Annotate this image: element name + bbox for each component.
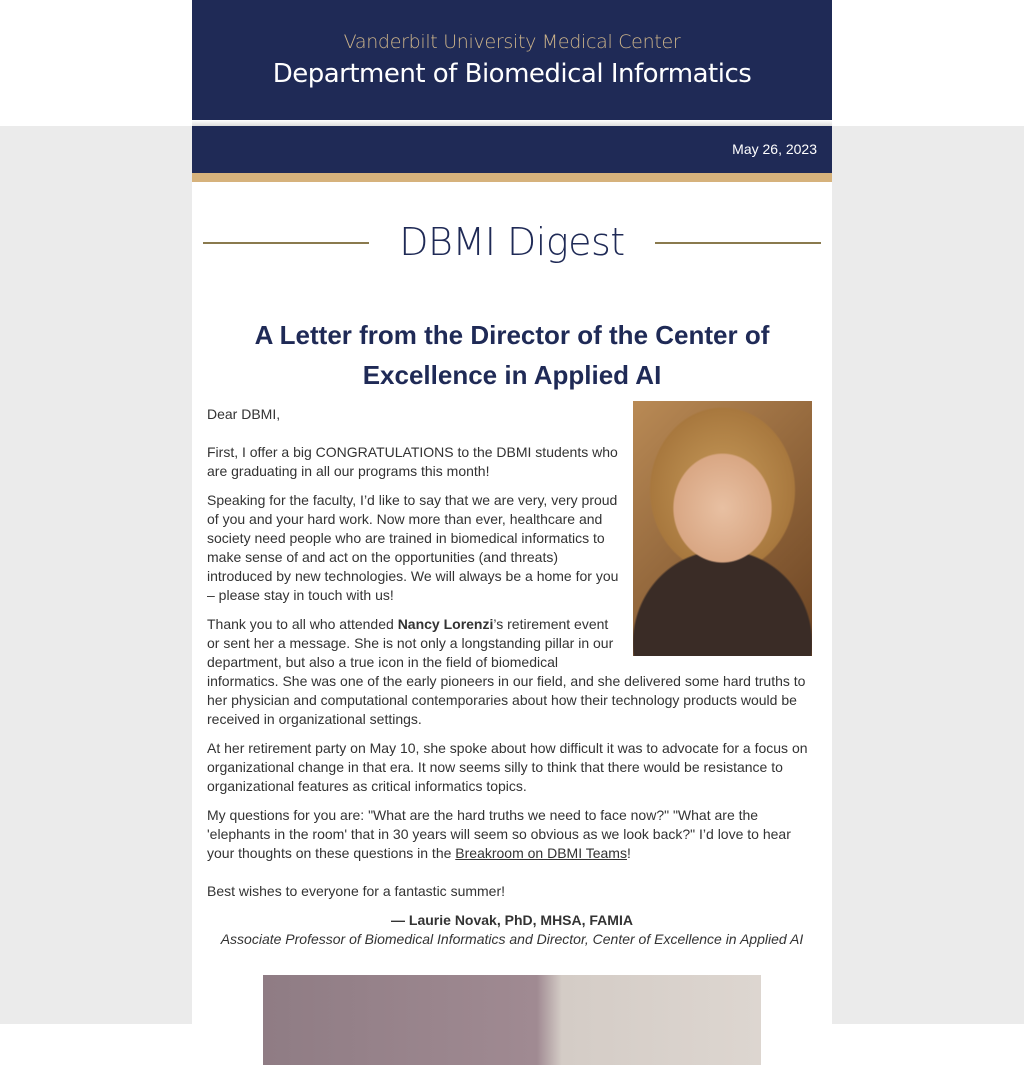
paragraph: First, I offer a big CONGRATULATIONS to the DBMI students who are graduating in all our programs this month!	[207, 444, 618, 479]
closing: Best wishes to everyone for a fantastic summer!	[207, 883, 506, 899]
header-banner	[192, 0, 832, 120]
paragraph: At her retirement party on May 10, she spoke about how difficult it was to advocate for a focus on organizational change in that era. It now seems silly to think that there would be resistance to organizational features as critical informatics topics.	[207, 740, 808, 794]
newsletter	[192, 0, 832, 1024]
date-bar	[192, 126, 832, 173]
breakroom-link[interactable]: Breakroom on DBMI Teams	[455, 845, 627, 861]
issue-date: May 26, 2023	[732, 141, 817, 157]
gold-divider	[192, 173, 832, 182]
signature: — Laurie Novak, PhD, MHSA, FAMIA	[391, 912, 633, 928]
article-body	[192, 405, 832, 949]
newsletter-title-block	[192, 182, 832, 302]
text: My questions for you are: "What are the hard truths we need to face now?" "What are the 'elephants in the room' that in 30 years will seem so obvious as we look back?" I’d love to hear your thoughts on these questions in the	[207, 807, 791, 861]
text: ’s retirement event or sent her a message. She is not only a longstanding pillar in our department, but also a true icon in the field of biomedical informatics. She was one of the early pioneers in our field, and she delivered some hard truths to her physician and computational contemporaries about how their technology products would be received in organizational settings.	[207, 616, 806, 727]
person-name: Nancy Lorenzi	[397, 616, 494, 632]
department-name: Department of Biomedical Informatics	[272, 59, 752, 89]
retirement-party-photo	[263, 975, 761, 1065]
text: !	[626, 845, 631, 861]
text: Thank you to all who attended	[207, 616, 398, 632]
paragraph: Speaking for the faculty, I’d like to say that we are very, very proud of you and your hard work. Now more than ever, healthcare and society need people who are trained in biomedical informatics to make sense of and act on the opportunities (and threats) introduced by new technologies. We will always be a home for you – please stay in touch with us!	[207, 492, 619, 603]
signature-role: Associate Professor of Biomedical Informatics and Director, Center of Excellence in Applied AI	[220, 931, 804, 947]
newsletter-title: DBMI Digest	[399, 220, 625, 264]
greeting: Dear DBMI,	[207, 406, 281, 422]
article-title: A Letter from the Director of the Center of Excellence in Applied AI	[254, 320, 770, 390]
org-name: Vanderbilt University Medical Center	[343, 31, 681, 53]
director-portrait	[633, 401, 812, 656]
paragraph	[207, 806, 817, 863]
title-rule-right	[655, 242, 821, 244]
